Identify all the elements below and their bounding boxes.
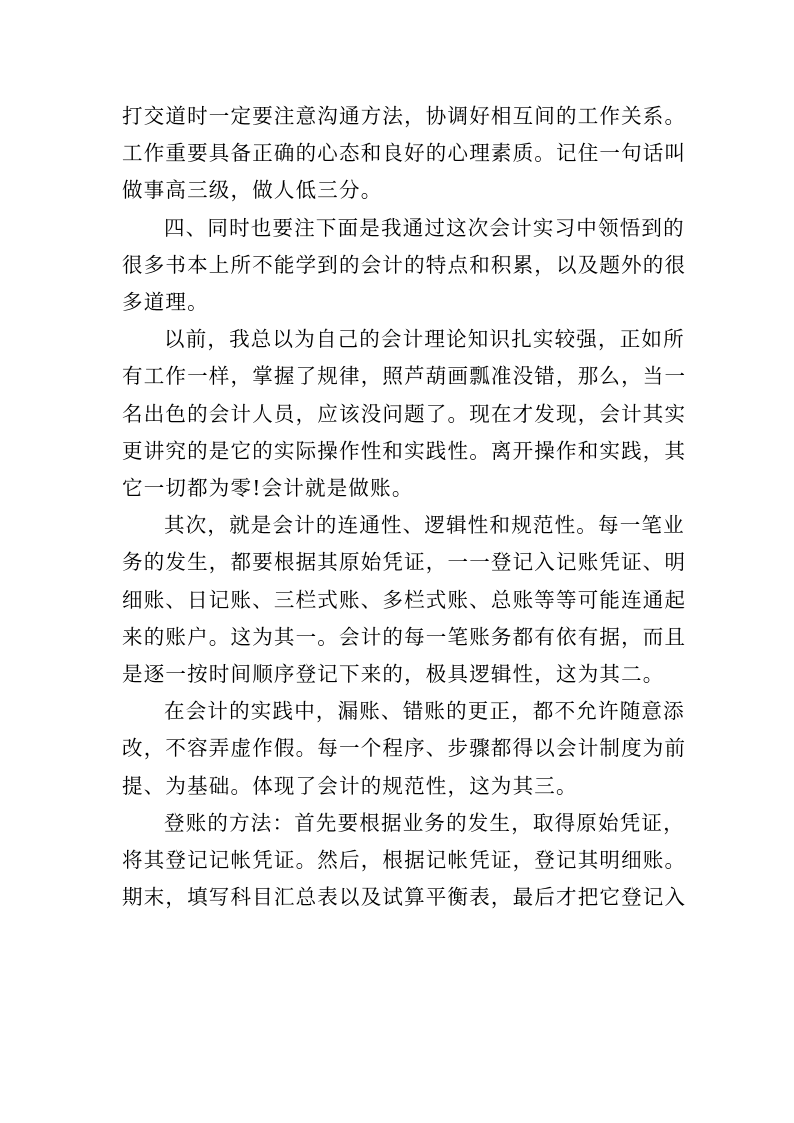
text-line: 更讲究的是它的实际操作性和实践性。离开操作和实践，其 <box>122 438 687 463</box>
text-line: 四、同时也要注下面是我通过这次会计实习中领悟到的 <box>164 215 685 240</box>
paragraph <box>122 321 687 507</box>
paragraph <box>122 507 687 693</box>
text-line: 是逐一按时间顺序登记下来的，极具逻辑性，这为其二。 <box>122 662 665 687</box>
text-line: 打交道时一定要注意沟通方法，协调好相互间的工作关系。 <box>122 104 687 128</box>
text-line: 登账的方法：首先要根据业务的发生，取得原始凭证， <box>164 810 685 835</box>
text-line: 将其登记记帐凭证。然后，根据记帐凭证，登记其明细账。 <box>122 848 687 873</box>
text-line: 其次，就是会计的连通性、逻辑性和规范性。每一笔业 <box>164 513 685 538</box>
text-line: 务的发生，都要根据其原始凭证，一一登记入记账凭证、明 <box>122 550 687 575</box>
text-line: 改，不容弄虚作假。每一个程序、步骤都得以会计制度为前 <box>122 736 687 761</box>
text-line: 细账、日记账、三栏式账、多栏式账、总账等等可能连通起 <box>122 587 687 612</box>
text-line: 来的账户。这为其一。会计的每一笔账务都有依有据，而且 <box>122 624 687 649</box>
text-line: 在会计的实践中，漏账、错账的更正，都不允许随意添 <box>164 699 685 724</box>
text-line: 提、为基础。体现了会计的规范性，这为其三。 <box>122 773 578 798</box>
paragraph <box>122 210 687 322</box>
paragraph <box>122 805 687 917</box>
text-line: 期末，填写科目汇总表以及试算平衡表，最后才把它登记入 <box>122 885 687 910</box>
text-line: 很多书本上所不能学到的会计的特点和积累，以及题外的很 <box>122 252 687 277</box>
text-line: 它一切都为零!会计就是做账。 <box>122 476 414 501</box>
paragraph <box>122 98 687 210</box>
text-line: 工作重要具备正确的心态和良好的心理素质。记住一句话叫 <box>122 141 687 166</box>
text-line: 以前，我总以为自己的会计理论知识扎实较强，正如所 <box>164 327 685 352</box>
text-line: 做事高三级，做人低三分。 <box>122 178 383 203</box>
text-line: 多道理。 <box>122 290 209 315</box>
paragraph <box>122 693 687 805</box>
document-body <box>122 98 687 916</box>
text-line: 有工作一样，掌握了规律，照芦葫画瓢准没错，那么，当一 <box>122 364 687 389</box>
text-line: 名出色的会计人员，应该没问题了。现在才发现，会计其实 <box>122 401 687 426</box>
